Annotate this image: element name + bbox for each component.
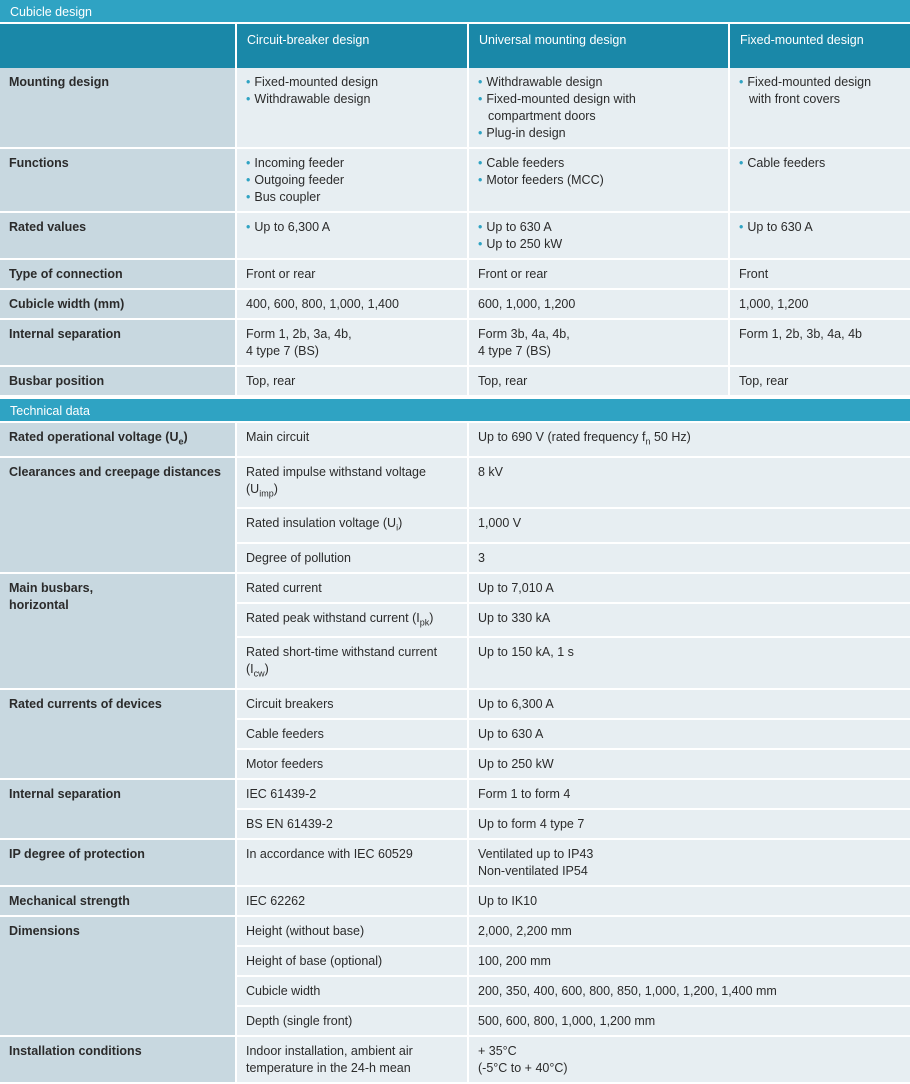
param-mechanical: IEC 62262: [235, 887, 467, 917]
cubicle-cell: [235, 68, 467, 149]
row-label: Busbar position: [0, 367, 235, 397]
cubicle-table: [0, 24, 910, 68]
column-header-fixed: Fixed-mounted design: [728, 24, 910, 68]
value-icw: Up to 150 kA, 1 s: [467, 638, 910, 690]
cubicle-cell: Top, rear: [467, 367, 728, 397]
value-installation: + 35°C (-5°C to + 40°C): [467, 1037, 910, 1084]
param-ip: In accordance with IEC 60529: [235, 840, 467, 887]
param-motor-feeders: Motor feeders: [235, 750, 467, 780]
cubicle-cell: Front or rear: [467, 260, 728, 290]
cubicle-cell-line: • Fixed-mounted design with: [478, 91, 719, 108]
cubicle-cell-line: • Fixed-mounted design: [246, 74, 458, 91]
cubicle-cell-line: • Withdrawable design: [246, 91, 458, 108]
cubicle-cell: [235, 320, 467, 367]
cubicle-cell: Top, rear: [235, 367, 467, 397]
cubicle-cell-line: Form 1, 2b, 3a, 4b,: [246, 327, 352, 341]
cubicle-cell-line: 4 type 7 (BS): [246, 344, 319, 358]
cubicle-cell: [728, 149, 910, 213]
cubicle-cell-line: • Fixed-mounted design: [739, 74, 901, 91]
value-iec-61439: Form 1 to form 4: [467, 780, 910, 810]
cubicle-cell: Front: [728, 260, 910, 290]
param-pollution: Degree of pollution: [235, 544, 467, 574]
param-ipk: Rated peak withstand current $(I_{pk})$: [235, 604, 467, 639]
row-label: Internal separation: [0, 320, 235, 367]
cubicle-cell: [467, 68, 728, 149]
cubicle-cell-line: • Incoming feeder: [246, 155, 458, 172]
param-installation: Indoor installation, ambient air temperature in the 24-h mean: [235, 1037, 467, 1084]
value-ui: 1,000 V: [467, 509, 910, 544]
row-label-devices: Rated currents of devices: [0, 690, 235, 780]
cubicle-cell: Form 1, 2b, 3b, 4a, 4b: [728, 320, 910, 367]
param-bs-en-61439: BS EN 61439-2: [235, 810, 467, 840]
column-header-universal: Universal mounting design: [467, 24, 728, 68]
column-header-circuit-breaker: Circuit-breaker design: [235, 24, 467, 68]
cubicle-cell: [235, 149, 467, 213]
param-height-base: Height of base (optional): [235, 947, 467, 977]
value-uimp: 8 kV: [467, 458, 910, 510]
cubicle-cell: [467, 149, 728, 213]
param-height: Height (without base): [235, 917, 467, 947]
cubicle-cell: [467, 320, 728, 367]
cubicle-cell: Top, rear: [728, 367, 910, 397]
cubicle-cell: 1,000, 1,200: [728, 290, 910, 320]
cubicle-cell-line: • Plug-in design: [478, 125, 719, 142]
param-rated-current: Rated current: [235, 574, 467, 604]
row-label: Mounting design: [0, 68, 235, 149]
cubicle-cell-line: • Up to 250 kW: [478, 236, 719, 253]
value-cubicle-width: 200, 350, 400, 600, 800, 850, 1,000, 1,200, 1,400 mm: [467, 977, 910, 1007]
row-label-ue: Rated operational voltage $(U_e)$: [0, 423, 235, 458]
cubicle-cell-line: with front covers: [749, 92, 841, 106]
param-cubicle-width: Cubicle width: [235, 977, 467, 1007]
row-label: Functions: [0, 149, 235, 213]
cubicle-cell-line: compartment doors: [488, 109, 596, 123]
value-mechanical: Up to IK10: [467, 887, 910, 917]
row-label-internal-separation: Internal separation: [0, 780, 235, 840]
header-blank: [0, 24, 235, 68]
cubicle-cell: [467, 213, 728, 260]
value-height: 2,000, 2,200 mm: [467, 917, 910, 947]
cubicle-cell: [235, 213, 467, 260]
cubicle-cell-line: • Cable feeders: [478, 155, 719, 172]
value-depth: 500, 600, 800, 1,000, 1,200 mm: [467, 1007, 910, 1037]
param-circuit-breakers: Circuit breakers: [235, 690, 467, 720]
value-height-base: 100, 200 mm: [467, 947, 910, 977]
value-rated-current: Up to 7,010 A: [467, 574, 910, 604]
cubicle-cell-line: • Motor feeders (MCC): [478, 172, 719, 189]
cubicle-cell-line: • Up to 630 A: [739, 219, 901, 236]
cubicle-body: [0, 68, 910, 397]
value-motor-feeders: Up to 250 kW: [467, 750, 910, 780]
value-circuit-breakers: Up to 6,300 A: [467, 690, 910, 720]
param-uimp: Rated impulse withstand voltage $(U_{imp})$: [235, 458, 467, 510]
param-depth: Depth (single front): [235, 1007, 467, 1037]
cubicle-cell-line: Form 3b, 4a, 4b,: [478, 327, 570, 341]
cubicle-cell-line: • Withdrawable design: [478, 74, 719, 91]
cubicle-cell: 600, 1,000, 1,200: [467, 290, 728, 320]
row-label: Cubicle width (mm): [0, 290, 235, 320]
row-label: Rated values: [0, 213, 235, 260]
value-ipk: Up to 330 kA: [467, 604, 910, 639]
cubicle-cell: [728, 213, 910, 260]
row-label-busbars: Main busbars, horizontal: [0, 574, 235, 690]
cubicle-cell: [728, 68, 910, 149]
value-cable-feeders: Up to 630 A: [467, 720, 910, 750]
value-bs-en-61439: Up to form 4 type 7: [467, 810, 910, 840]
row-label: Type of connection: [0, 260, 235, 290]
param-icw: Rated short-time withstand current $(I_{cw})$: [235, 638, 467, 690]
param-main-circuit: Main circuit: [235, 423, 467, 458]
param-cable-feeders: Cable feeders: [235, 720, 467, 750]
cubicle-cell-line: • Outgoing feeder: [246, 172, 458, 189]
cubicle-cell-line: • Bus coupler: [246, 189, 458, 206]
cubicle-cell-line: 4 type 7 (BS): [478, 344, 551, 358]
section-cubicle-design: Cubicle design: [0, 0, 910, 24]
cubicle-cell: Front or rear: [235, 260, 467, 290]
cubicle-cell-line: • Up to 6,300 A: [246, 219, 458, 236]
param-ui: Rated insulation voltage $(U_i)$: [235, 509, 467, 544]
value-main-circuit: Up to 690 V (rated frequency $f_n$ 50 Hz): [467, 423, 910, 458]
cubicle-cell: 400, 600, 800, 1,000, 1,400: [235, 290, 467, 320]
section-technical-data: Technical data: [0, 399, 910, 423]
cubicle-cell-line: • Up to 630 A: [478, 219, 719, 236]
row-label-installation: Installation conditions: [0, 1037, 235, 1084]
technical-table: [0, 423, 910, 1084]
value-ip: Ventilated up to IP43 Non-ventilated IP54: [467, 840, 910, 887]
value-pollution: 3: [467, 544, 910, 574]
row-label-clearances: Clearances and creepage distances: [0, 458, 235, 574]
param-iec-61439: IEC 61439-2: [235, 780, 467, 810]
row-label-dimensions: Dimensions: [0, 917, 235, 1037]
cubicle-cell-line: • Cable feeders: [739, 155, 901, 172]
row-label-ip: IP degree of protection: [0, 840, 235, 887]
row-label-mechanical: Mechanical strength: [0, 887, 235, 917]
